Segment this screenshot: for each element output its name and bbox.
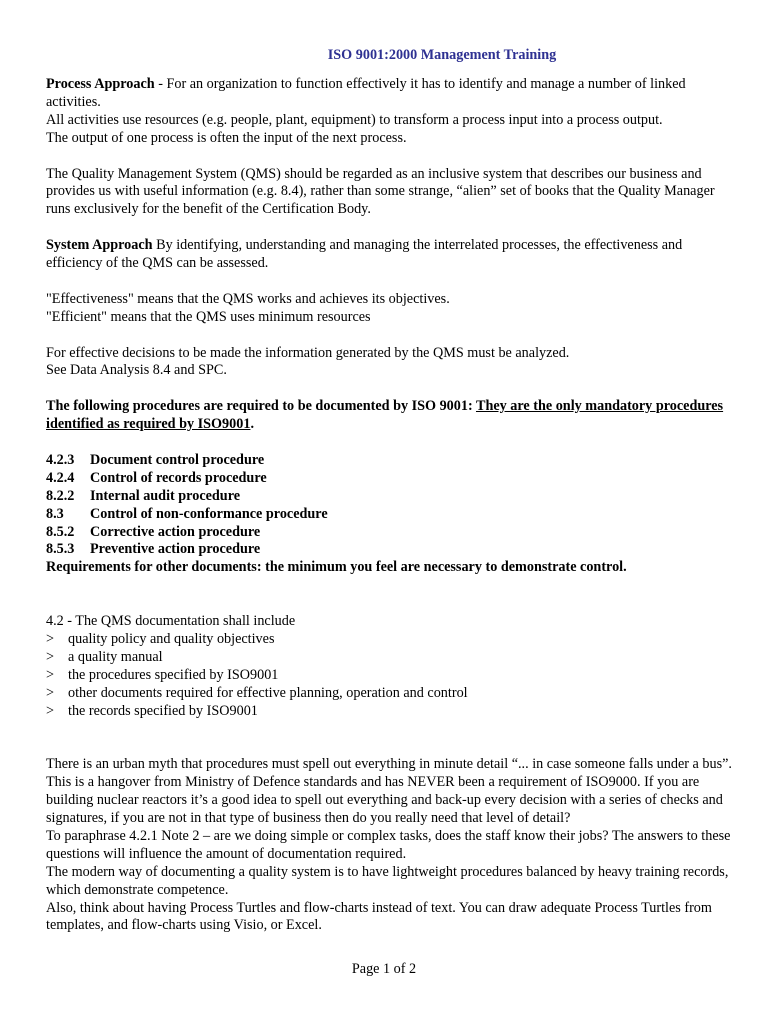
procedure-item <box>46 488 736 506</box>
procedure-item <box>46 524 736 542</box>
procedure-number: 8.5.3 <box>46 541 75 558</box>
qms-paragraph: The Quality Management System (QMS) should be regarded as an inclusive system that describes our business and provides us with useful information (e.g. 8.4), rather than some strange, “alien” set of books that the Quality Manager runs exclusively for the benefit of the Certification Body. <box>46 165 715 218</box>
process-approach-lead: Process Approach <box>46 76 155 92</box>
list-item-text: the records specified by ISO9001 <box>68 702 258 719</box>
process-approach-line3: The output of one process is often the input of the next process. <box>46 129 407 146</box>
list-item <box>46 667 736 685</box>
documentation-list <box>46 631 736 721</box>
procedure-number: 4.2.3 <box>46 451 75 468</box>
bullet-marker: > <box>46 648 55 665</box>
page-number: Page 1 of 2 <box>351 961 417 977</box>
system-approach-lead: System Approach <box>46 237 153 254</box>
procedure-number: 8.3 <box>46 505 64 522</box>
requirements-line: Requirements for other documents: the minimum you feel are necessary to demonstrate control. <box>46 559 627 576</box>
mandatory-procedures-paragraph <box>46 398 736 434</box>
efficient-line: "Efficient" means that the QMS uses minimum resources <box>46 308 371 325</box>
bullet-marker: > <box>46 684 55 701</box>
procedure-item <box>46 506 736 524</box>
process-approach-paragraph <box>46 76 736 112</box>
list-item-text: other documents required for effective planning, operation and control <box>68 684 468 701</box>
page-title: ISO 9001:2000 Management Training <box>327 47 557 63</box>
mandatory-underlined: They are the only mandatory procedures identified as required by ISO9001 <box>46 398 724 433</box>
data-analysis-line: See Data Analysis 8.4 and SPC. <box>46 362 227 379</box>
list-item-text: the procedures specified by ISO9001 <box>68 666 279 683</box>
procedure-label: Preventive action procedure <box>90 541 261 558</box>
decisions-line: For effective decisions to be made the information generated by the QMS must be analyzed. <box>46 344 570 361</box>
list-item <box>46 703 736 721</box>
effectiveness-line: "Effectiveness" means that the QMS works and achieves its objectives. <box>46 290 450 307</box>
procedure-label: Corrective action procedure <box>90 523 261 540</box>
procedure-item <box>46 470 736 488</box>
bullet-marker: > <box>46 702 55 719</box>
process-turtles-paragraph: Also, think about having Process Turtles and flow-charts instead of text. You can draw adequate Process Turtles from templates, and flow-charts using Visio, or Excel. <box>46 899 712 934</box>
list-item <box>46 649 736 667</box>
procedure-label: Control of non-conformance procedure <box>90 505 328 522</box>
procedure-label: Internal audit procedure <box>90 487 241 504</box>
qms-documentation-intro: 4.2 - The QMS documentation shall include <box>46 613 296 630</box>
urban-myth-paragraph: There is an urban myth that procedures must spell out everything in minute detail “... in case someone falls under a bus”. This is a hangover from Ministry of Defence standards and has NEVER been a requirement of ISO9000. If you are building nuclear reactors it’s a good idea to spell out everything and back-up every decision with a series of checks and signatures, if you are not in that type of business then do you really need that level of detail? <box>46 756 732 827</box>
system-approach-paragraph <box>46 237 736 273</box>
system-approach-text: By identifying, understanding and managing the interrelated processes, the effectiveness and efficiency of the QMS can be assessed. <box>46 237 683 272</box>
bullet-marker: > <box>46 630 55 647</box>
list-item <box>46 631 736 649</box>
document-body <box>46 76 736 935</box>
process-approach-line2: All activities use resources (e.g. people, plant, equipment) to transform a process input into a process output. <box>46 111 663 128</box>
procedure-number: 8.5.2 <box>46 523 75 540</box>
mandatory-end: . <box>250 416 254 433</box>
list-item <box>46 685 736 703</box>
paraphrase-paragraph: To paraphrase 4.2.1 Note 2 – are we doing simple or complex tasks, does the staff know their jobs? The answers to these questions will influence the amount of documentation required. <box>46 827 731 862</box>
bullet-marker: > <box>46 666 55 683</box>
procedure-list <box>46 452 736 559</box>
procedure-label: Document control procedure <box>90 451 265 468</box>
procedure-label: Control of records procedure <box>90 469 267 486</box>
list-item-text: quality policy and quality objectives <box>68 630 275 647</box>
mandatory-lead: The following procedures are required to be documented by ISO 9001: <box>46 398 476 415</box>
procedure-item <box>46 541 736 559</box>
modern-way-paragraph: The modern way of documenting a quality system is to have lightweight procedures balanced by heavy training records, which demonstrate competence. <box>46 863 729 898</box>
list-item-text: a quality manual <box>68 648 163 665</box>
procedure-number: 4.2.4 <box>46 469 75 486</box>
process-approach-text: - For an organization to function effectively it has to identify and manage a number of linked activities. <box>46 76 686 110</box>
procedure-item <box>46 452 736 470</box>
procedure-number: 8.2.2 <box>46 487 75 504</box>
